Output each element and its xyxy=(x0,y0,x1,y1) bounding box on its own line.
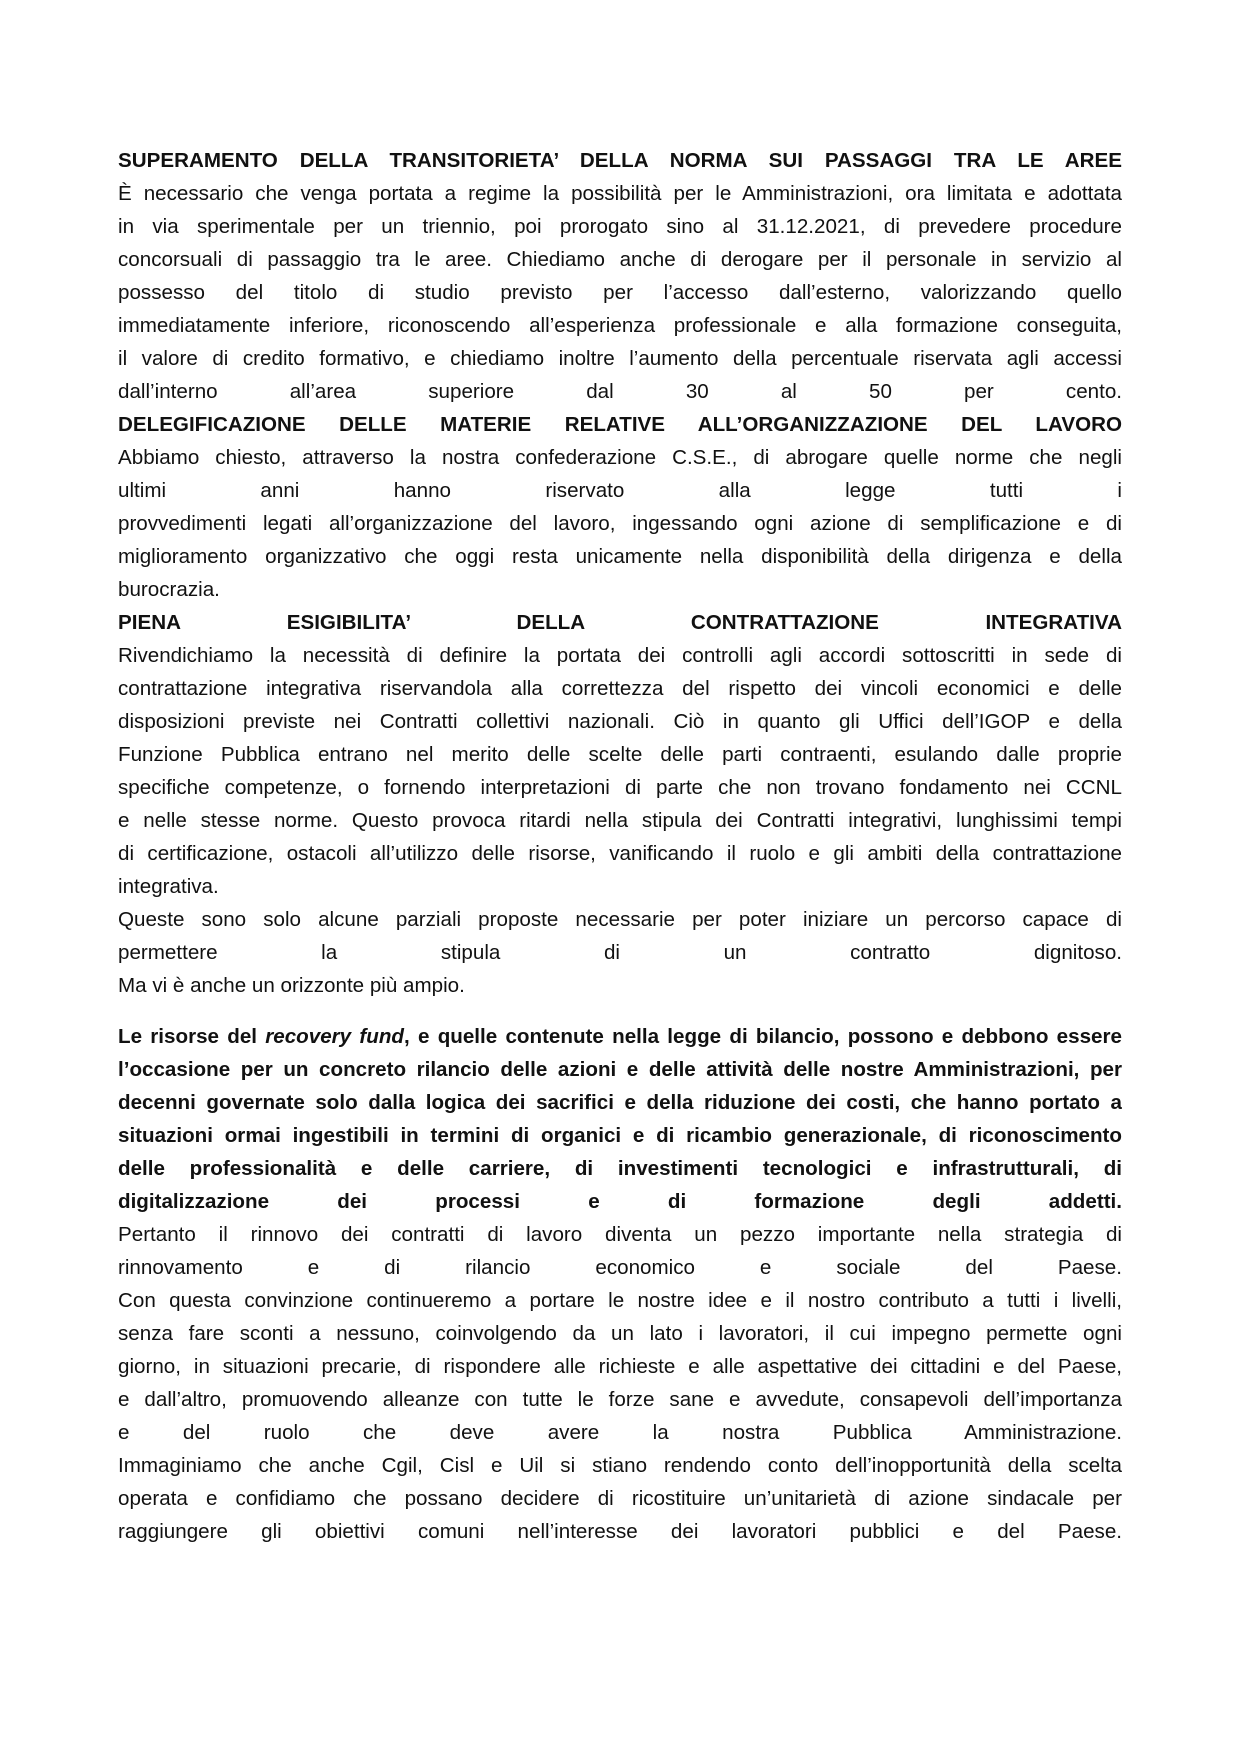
paragraph-line: senza fare sconti a nessuno, coinvolgendo da un lato i lavoratori, il cui impegno permette ogni xyxy=(118,1322,1122,1345)
paragraph-line: in via sperimentale per un triennio, poi prorogato sino al 31.12.2021, di prevedere procedure xyxy=(118,215,1122,238)
paragraph-line: integrativa. xyxy=(118,875,219,898)
paragraph-line: permettere la stipula di un contratto dignitoso. xyxy=(118,941,1122,964)
paragraph-line: Funzione Pubblica entrano nel merito delle scelte delle parti contraenti, esulando dalle proprie xyxy=(118,743,1122,766)
paragraph-line: il valore di credito formativo, e chiediamo inoltre l’aumento della percentuale riservata agli accessi xyxy=(118,347,1122,370)
paragraph-line: burocrazia. xyxy=(118,578,220,601)
paragraph-line: contrattazione integrativa riservandola alla correttezza del rispetto dei vincoli economici e delle xyxy=(118,677,1122,700)
paragraph-line: immediatamente inferiore, riconoscendo all’esperienza professionale e alla formazione conseguita, xyxy=(118,314,1122,337)
paragraph-gap xyxy=(118,1002,1122,1020)
document-body xyxy=(118,144,1122,1548)
paragraph-line: Immaginiamo che anche Cgil, Cisl e Uil si stiano rendendo conto dell’inopportunità della scelta xyxy=(118,1454,1122,1477)
paragraph-line: e del ruolo che deve avere la nostra Pubblica Amministrazione. xyxy=(118,1421,1122,1444)
paragraph-line: di certificazione, ostacoli all’utilizzo delle risorse, vanificando il ruolo e gli ambiti della contrattazione xyxy=(118,842,1122,865)
bold-paragraph-line: Le risorse del recovery fund, e quelle contenute nella legge di bilancio, possono e debbono essere xyxy=(118,1025,1122,1048)
section-heading: DELEGIFICAZIONE DELLE MATERIE RELATIVE ALL’ORGANIZZAZIONE DEL LAVORO xyxy=(118,413,1122,436)
paragraph-line: disposizioni previste nei Contratti collettivi nazionali. Ciò in quanto gli Uffici dell’IGOP e della xyxy=(118,710,1122,733)
paragraph-line: Pertanto il rinnovo dei contratti di lavoro diventa un pezzo importante nella strategia di xyxy=(118,1223,1122,1246)
paragraph-line: ultimi anni hanno riservato alla legge tutti i xyxy=(118,479,1122,502)
paragraph-line: raggiungere gli obiettivi comuni nell’interesse dei lavoratori pubblici e del Paese. xyxy=(118,1520,1122,1543)
bold-paragraph-line: digitalizzazione dei processi e di formazione degli addetti. xyxy=(118,1190,1122,1213)
paragraph-line: dall’interno all’area superiore dal 30 al 50 per cento. xyxy=(118,380,1122,403)
paragraph-line: rinnovamento e di rilancio economico e sociale del Paese. xyxy=(118,1256,1122,1279)
paragraph-line: e nelle stesse norme. Questo provoca ritardi nella stipula dei Contratti integrativi, lunghissimi tempi xyxy=(118,809,1122,832)
paragraph-line: possesso del titolo di studio previsto per l’accesso dall’esterno, valorizzando quello xyxy=(118,281,1122,304)
bold-paragraph-line: situazioni ormai ingestibili in termini di organici e di ricambio generazionale, di riconoscimento xyxy=(118,1124,1122,1147)
section-heading: PIENA ESIGIBILITA’ DELLA CONTRATTAZIONE INTEGRATIVA xyxy=(118,611,1122,634)
paragraph-line: Abbiamo chiesto, attraverso la nostra confederazione C.S.E., di abrogare quelle norme che negli xyxy=(118,446,1122,469)
section-heading: SUPERAMENTO DELLA TRANSITORIETA’ DELLA NORMA SUI PASSAGGI TRA LE AREE xyxy=(118,149,1122,172)
italic-term: recovery fund xyxy=(265,1025,404,1048)
paragraph-line: e dall’altro, promuovendo alleanze con tutte le forze sane e avvedute, consapevoli dell’importanza xyxy=(118,1388,1122,1411)
paragraph-line: È necessario che venga portata a regime la possibilità per le Amministrazioni, ora limitata e adottata xyxy=(118,182,1122,205)
paragraph-line: Con questa convinzione continueremo a portare le nostre idee e il nostro contributo a tutti i livelli, xyxy=(118,1289,1122,1312)
paragraph-line: operata e confidiamo che possano decidere di ricostituire un’unitarietà di azione sindacale per xyxy=(118,1487,1122,1510)
paragraph-line: Queste sono solo alcune parziali proposte necessarie per poter iniziare un percorso capace di xyxy=(118,908,1122,931)
paragraph-line: concorsuali di passaggio tra le aree. Chiediamo anche di derogare per il personale in servizio al xyxy=(118,248,1122,271)
paragraph-line: giorno, in situazioni precarie, di rispondere alle richieste e alle aspettative dei cittadini e del Paese, xyxy=(118,1355,1122,1378)
paragraph-line: provvedimenti legati all’organizzazione del lavoro, ingessando ogni azione di semplificazione e di xyxy=(118,512,1122,535)
bold-paragraph-line: l’occasione per un concreto rilancio delle azioni e delle attività delle nostre Amministrazioni, per xyxy=(118,1058,1122,1081)
paragraph-line: specifiche competenze, o fornendo interpretazioni di parte che non trovano fondamento nei CCNL xyxy=(118,776,1122,799)
paragraph-line: Rivendichiamo la necessità di definire la portata dei controlli agli accordi sottoscritti in sede di xyxy=(118,644,1122,667)
bold-paragraph-line: decenni governate solo dalla logica dei sacrifici e della riduzione dei costi, che hanno portato a xyxy=(118,1091,1122,1114)
paragraph-line: Ma vi è anche un orizzonte più ampio. xyxy=(118,974,465,997)
bold-paragraph-line: delle professionalità e delle carriere, di investimenti tecnologici e infrastrutturali, di xyxy=(118,1157,1122,1180)
paragraph-line: miglioramento organizzativo che oggi resta unicamente nella disponibilità della dirigenza e della xyxy=(118,545,1122,568)
